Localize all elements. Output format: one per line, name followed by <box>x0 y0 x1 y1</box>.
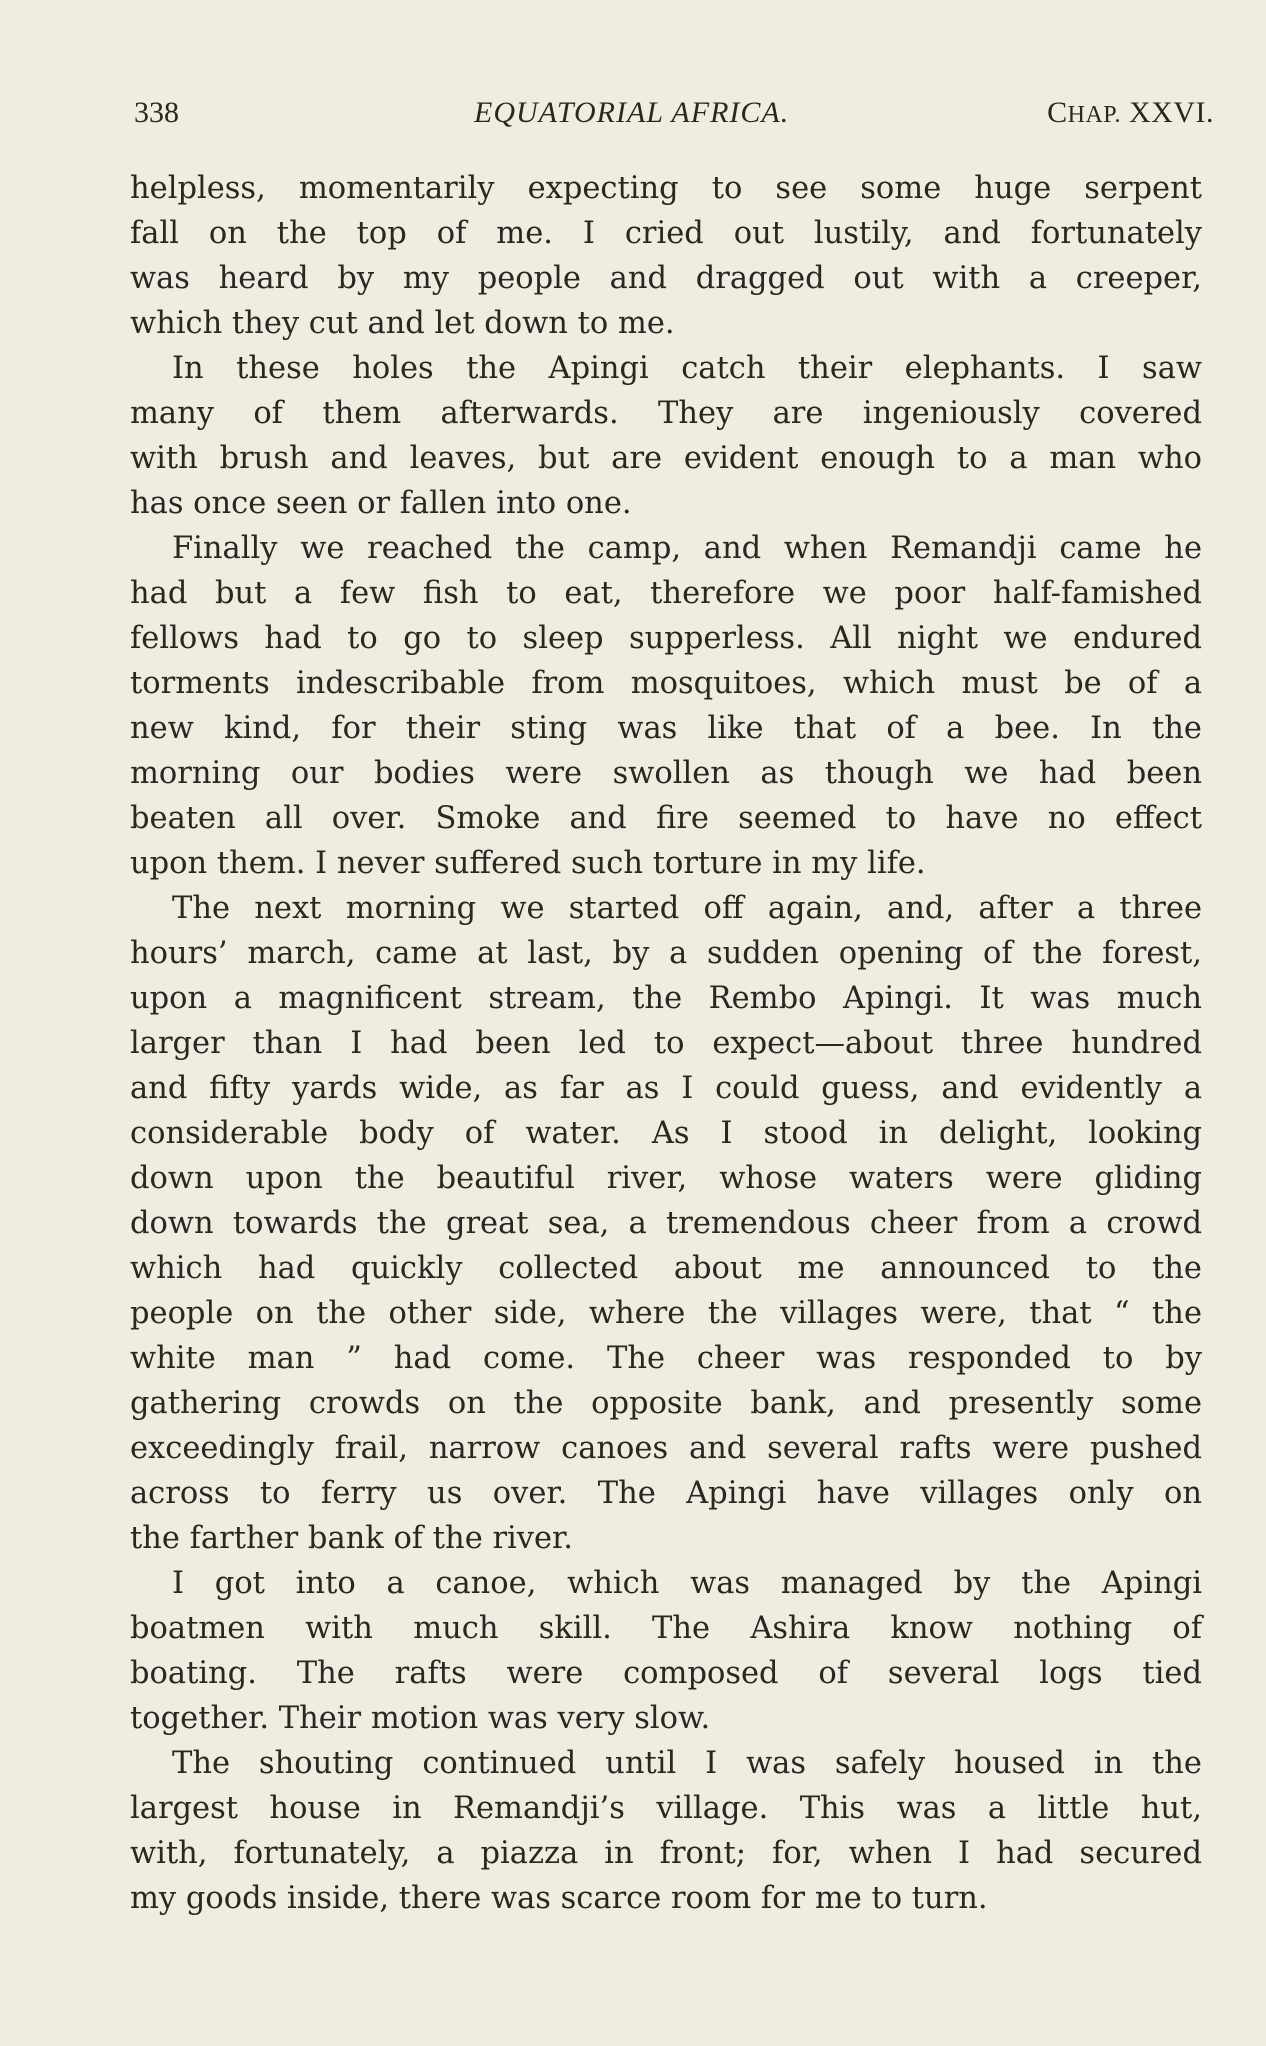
text-line: upon a magnificent stream, the Rembo Apingi. It was much <box>130 981 1202 1016</box>
text-line: fellows had to go to sleep supperless. All night we endured <box>130 621 1202 656</box>
chapter-small: HAP. <box>1067 102 1121 128</box>
text-line: helpless, momentarily expecting to see some huge serpent <box>130 171 1202 206</box>
chapter-prefix: C <box>1047 96 1068 129</box>
text-line: boating. The rafts were composed of several logs tied <box>130 1656 1202 1691</box>
text-line: has once seen or fallen into one. <box>130 486 632 521</box>
running-title: EQUATORIAL AFRICA. <box>474 96 790 129</box>
page-header <box>134 96 1214 136</box>
text-line: Finally we reached the camp, and when Remandji came he <box>172 531 1202 566</box>
text-line: hours’ march, came at last, by a sudden opening of the forest, <box>130 936 1202 971</box>
text-line: the farther bank of the river. <box>130 1521 573 1556</box>
text-line: The shouting continued until I was safely housed in the <box>172 1746 1202 1781</box>
page-number: 338 <box>134 96 179 129</box>
text-line: new kind, for their sting was like that of a bee. In the <box>130 711 1202 746</box>
text-line: morning our bodies were swollen as though we had been <box>130 756 1202 791</box>
text-line: which they cut and let down to me. <box>130 306 675 341</box>
text-line: was heard by my people and dragged out with a creeper, <box>130 261 1202 296</box>
text-line: my goods inside, there was scarce room for me to turn. <box>130 1881 988 1916</box>
text-line: I got into a canoe, which was managed by the Apingi <box>172 1566 1202 1601</box>
text-line: largest house in Remandji’s village. This was a little hut, <box>130 1791 1202 1826</box>
text-line: gathering crowds on the opposite bank, and presently some <box>130 1386 1202 1421</box>
page-body-text <box>130 166 1202 1921</box>
text-line: beaten all over. Smoke and fire seemed to have no effect <box>130 801 1202 836</box>
chapter-number: XXVI. <box>1129 96 1214 129</box>
text-line: considerable body of water. As I stood in delight, looking <box>130 1116 1202 1151</box>
text-line: boatmen with much skill. The Ashira know nothing of <box>130 1611 1202 1646</box>
text-line: which had quickly collected about me announced to the <box>130 1251 1202 1286</box>
text-line: across to ferry us over. The Apingi have villages only on <box>130 1476 1202 1511</box>
text-line: and fifty yards wide, as far as I could guess, and evidently a <box>130 1071 1202 1106</box>
text-line: together. Their motion was very slow. <box>130 1701 711 1736</box>
text-line: white man ” had come. The cheer was responded to by <box>130 1341 1202 1376</box>
text-line: torments indescribable from mosquitoes, which must be of a <box>130 666 1202 701</box>
chapter-label <box>1047 96 1214 130</box>
text-line: had but a few fish to eat, therefore we poor half-famished <box>130 576 1202 611</box>
text-line: many of them afterwards. They are ingeniously covered <box>130 396 1202 431</box>
text-line: upon them. I never suffered such torture in my life. <box>130 846 926 881</box>
text-line: down towards the great sea, a tremendous cheer from a crowd <box>130 1206 1202 1241</box>
text-line: people on the other side, where the villages were, that “ the <box>130 1296 1202 1331</box>
text-line: exceedingly frail, narrow canoes and several rafts were pushed <box>130 1431 1202 1466</box>
text-line: larger than I had been led to expect—about three hundred <box>130 1026 1202 1061</box>
text-line: The next morning we started off again, and, after a three <box>172 891 1202 926</box>
text-line: fall on the top of me. I cried out lustily, and fortunately <box>130 216 1202 251</box>
text-line: In these holes the Apingi catch their elephants. I saw <box>172 351 1202 386</box>
text-line: with, fortunately, a piazza in front; for, when I had secured <box>130 1836 1202 1871</box>
text-line: down upon the beautiful river, whose waters were gliding <box>130 1161 1202 1196</box>
text-line: with brush and leaves, but are evident enough to a man who <box>130 441 1202 476</box>
